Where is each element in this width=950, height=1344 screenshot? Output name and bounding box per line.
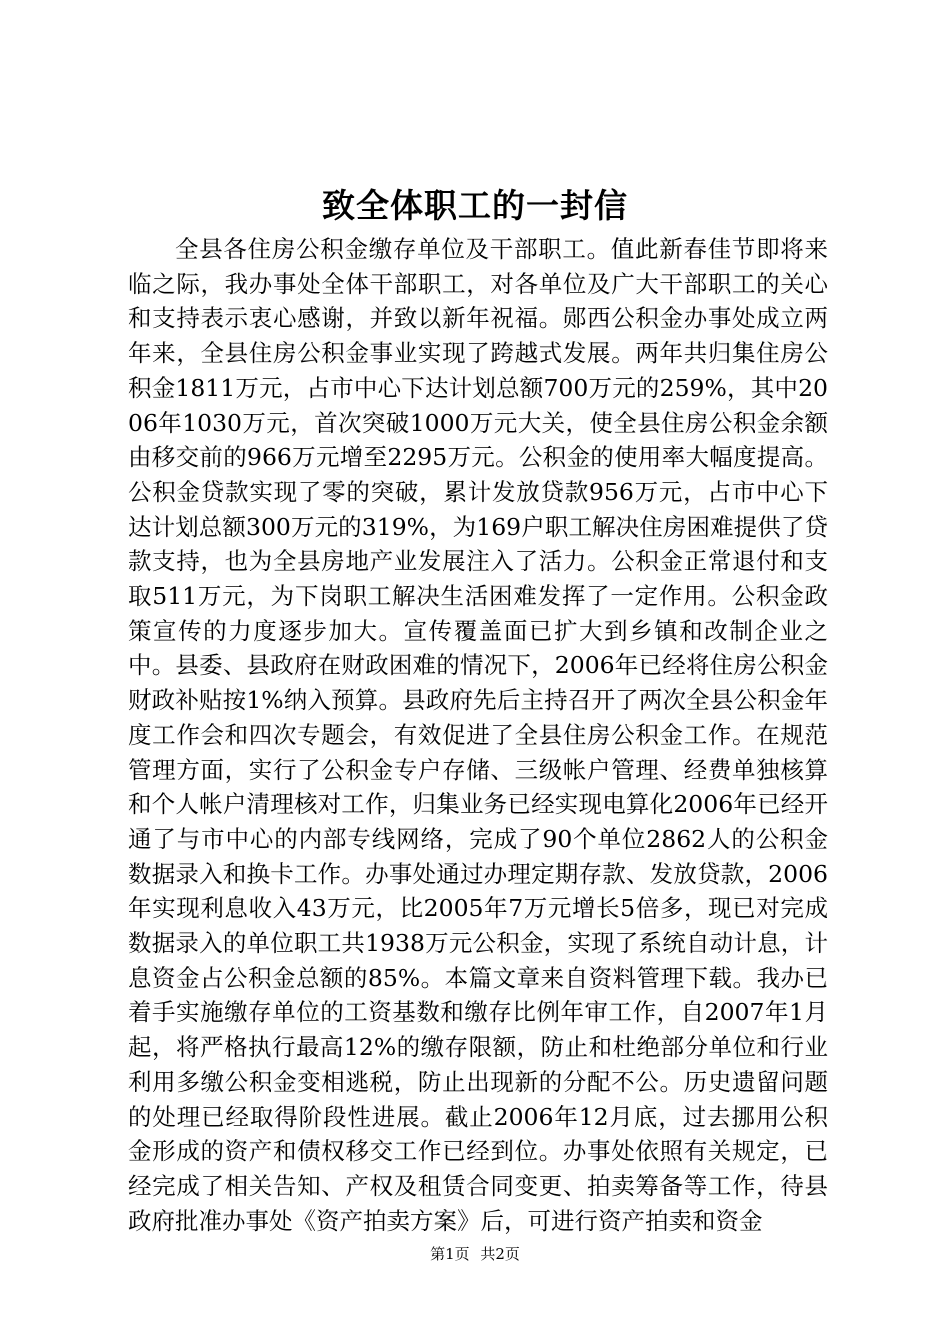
document-body: 全县各住房公积金缴存单位及干部职工。值此新春佳节即将来临之际，我办事处全体干部职工，对各单位及广大干部职工的关心和支持表示衷心感谢，并致以新年祝福。郧西公积金办事处成立两年来，全县住房公积金事业实现了跨越式发展。两年共归集住房公积金1811万元，占市中心下达计划总额700万元的259%，其中2006年1030万元，首次突破1000万元大关，使全县住房公积金余额由移交前的966万元增至2295万元。公积金的使用率大幅度提高。公积金贷款实现了零的突破，累计发放贷款956万元，占市中心下达计划总额300万元的319%，为169户职工解决住房困难提供了贷款支持，也为全县房地产业发展注入了活力。公积金正常退付和支取511万元，为下岗职工解决生活困难发挥了一定作用。公积金政策宣传的力度逐步加大。宣传覆盖面已扩大到乡镇和改制企业之中。县委、县政府在财政困难的情况下，2006年已经将住房公积金财政补贴按1%纳入预算。县政府先后主持召开了两次全县公积金年度工作会和四次专题会，有效促进了全县住房公积金工作。在规范管理方面，实行了公积金专户存储、三级帐户管理、经费单独核算和个人帐户清理核对工作，归集业务已经实现电算化2006年已经开通了与市中心的内部专线网络，完成了90个单位2862人的公积金数据录入和换卡工作。办事处通过办理定期存款、发放贷款，2006年实现利息收入43万元，比2005年7万元增长5倍多，现已对完成数据录入的单位职工共1938万元公积金，实现了系统自动计息，计息资金占公积金总额的85%。本篇文章来自资料管理下载。我办已着手实施缴存单位的工资基数和缴存比例年审工作，自2007年1月起，将严格执行最高12%的缴存限额，防止和杜绝部分单位和行业利用多缴公积金变相逃税，防止出现新的分配不公。历史遗留问题的处理已经取得阶段性进展。截止2006年12月底，过去挪用公积金形成的资产和债权移交工作已经到位。办事处依照有关规定，已经完成了相关告知、产权及租赁合同变更、拍卖筹备等工作，待县政府批准办事处《资产拍卖方案》后，可进行资产拍卖和资金 bbox=[128, 235, 828, 1235]
page-number: 第1页 bbox=[430, 1245, 470, 1263]
document-title: 致全体职工的一封信 bbox=[322, 186, 628, 225]
page-total: 共2页 bbox=[480, 1245, 520, 1263]
page-footer bbox=[0, 1244, 950, 1264]
